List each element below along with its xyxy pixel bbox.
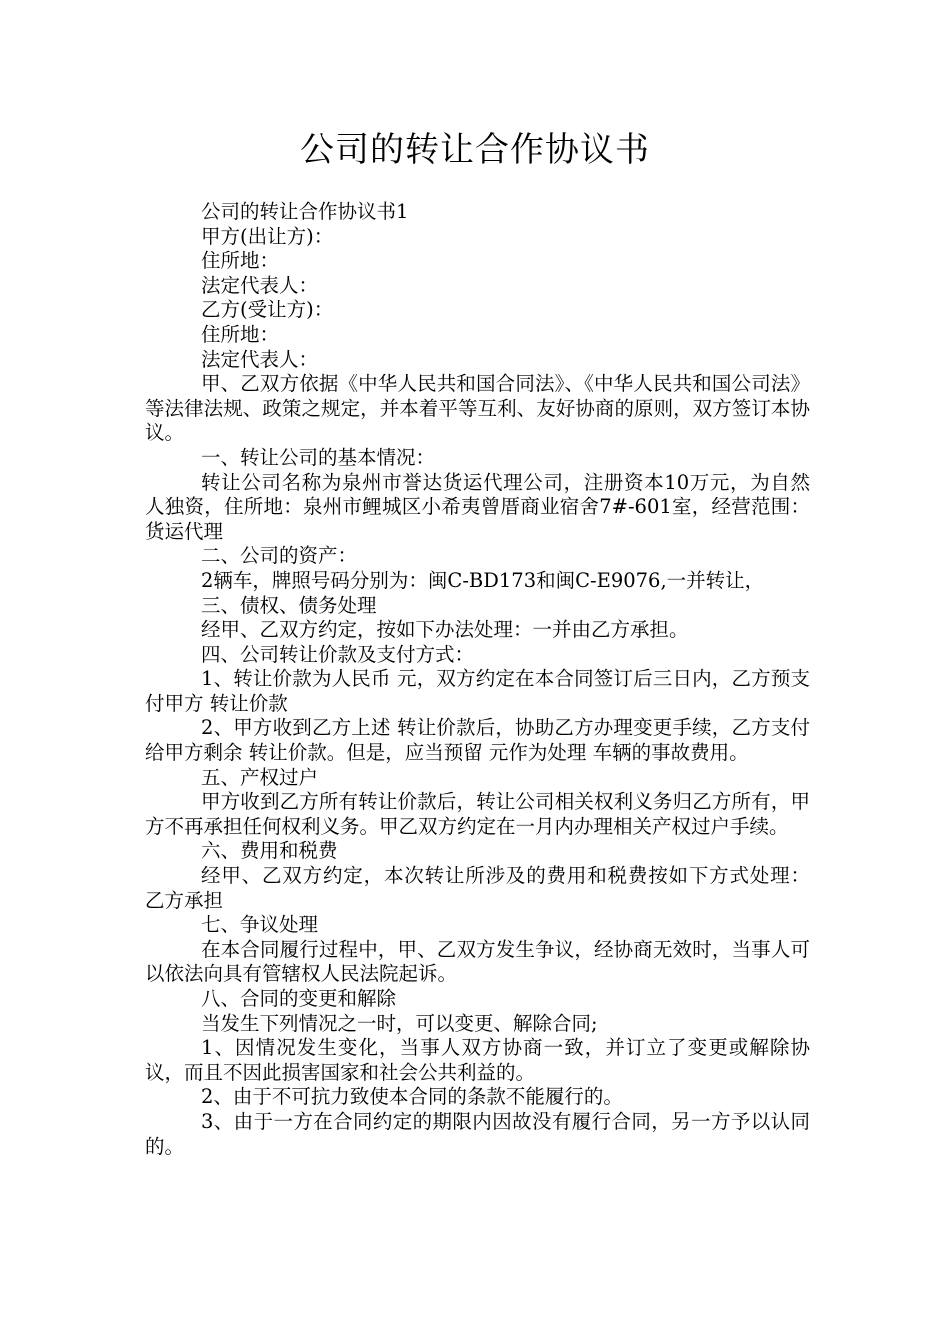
- paragraph: 甲方收到乙方所有转让价款后，转让公司相关权利义务归乙方所有，甲方不再承担任何权利义务。甲乙双方约定在一月内办理相关产权过户手续。: [145, 790, 810, 838]
- paragraph: 转让公司名称为泉州市誉达货运代理公司，注册资本10万元，为自然人独资，住所地：泉州市鲤城区小希夷曾厝商业宿舍7#-601室，经营范围：货运代理: [145, 470, 810, 543]
- paragraph: 3、由于一方在合同约定的期限内因故没有履行合同，另一方予以认同的。: [145, 1109, 810, 1158]
- document-body: [145, 200, 810, 1159]
- section-heading: 七、争议处理: [201, 913, 319, 937]
- paragraph: 1、转让价款为人民币 元，双方约定在本合同签订后三日内，乙方预支付甲方 转让价款: [145, 667, 810, 715]
- section-heading: 六、费用和税费: [201, 839, 338, 863]
- section-heading: 二、公司的资产：: [201, 544, 358, 568]
- paragraph: 法定代表人：: [201, 347, 319, 371]
- paragraph: 当发生下列情况之一时，可以变更、解除合同;: [201, 1011, 598, 1035]
- paragraph: 2、由于不可抗力致使本合同的条款不能履行的。: [201, 1085, 623, 1109]
- paragraph: 在本合同履行过程中，甲、乙双方发生争议，经协商无效时，当事人可以依法向具有管辖权人民法院起诉。: [145, 937, 810, 986]
- paragraph: 住所地：: [201, 322, 280, 346]
- paragraph: 2辆车，牌照号码分别为：闽C-BD173和闽C-E9076,一并转让，: [201, 568, 765, 592]
- paragraph: 公司的转让合作协议书1: [201, 200, 409, 223]
- paragraph: 住所地：: [201, 249, 280, 273]
- paragraph: 经甲、乙双方约定，本次转让所涉及的费用和税费按如下方式处理： 乙方承担: [145, 864, 810, 912]
- section-heading: 四、公司转让价款及支付方式：: [201, 642, 475, 666]
- paragraph: 法定代表人：: [201, 273, 319, 297]
- paragraph: 甲方(出让方)：: [201, 224, 334, 248]
- paragraph: 甲、乙双方依据《中华人民共和国合同法》、《中华人民共和国公司法》等法律法规、政策之规定，并本着平等互利、友好协商的原则，双方签订本协议。: [145, 372, 810, 445]
- section-heading: 五、产权过户: [201, 765, 319, 789]
- paragraph: 2、甲方收到乙方上述 转让价款后，协助乙方办理变更手续，乙方支付给甲方剩余 转让价款。但是，应当预留 元作为处理 车辆的事故费用。: [145, 716, 810, 765]
- section-heading: 一、转让公司的基本情况：: [201, 445, 436, 469]
- section-heading: 八、合同的变更和解除: [201, 987, 397, 1010]
- section-heading: 三、债权、债务处理: [201, 593, 377, 617]
- paragraph: 乙方(受让方)：: [201, 298, 334, 322]
- paragraph: 经甲、乙双方约定，按如下办法处理：一并由乙方承担。: [201, 618, 689, 642]
- document-title: 公司的转让合作协议书: [300, 130, 650, 170]
- paragraph: 1、因情况发生变化，当事人双方协商一致，并订立了变更或解除协议，而且不因此损害国家和社会公共利益的。: [145, 1036, 810, 1084]
